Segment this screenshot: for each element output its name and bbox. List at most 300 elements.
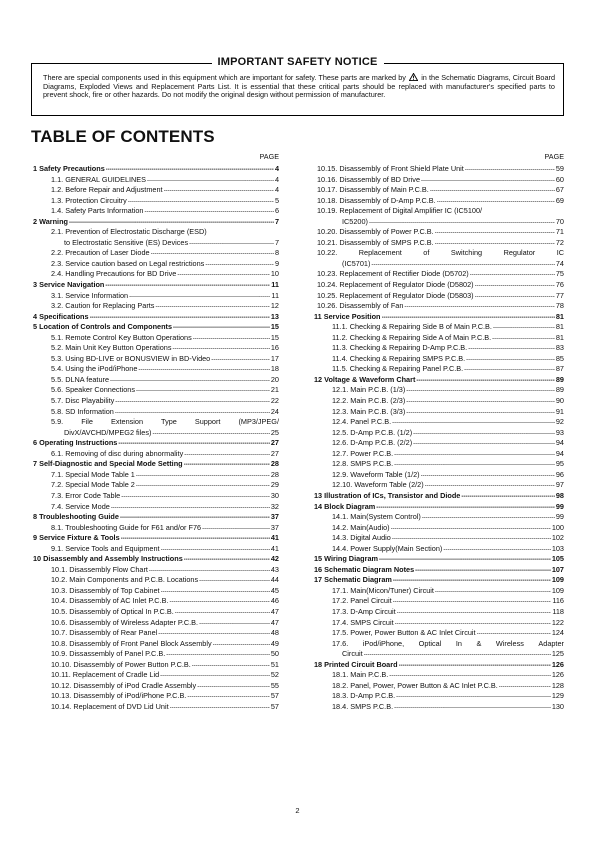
toc-entry-leader: [187, 691, 270, 702]
toc-entry[interactable]: [33, 248, 279, 259]
toc-entry-page: 81: [555, 332, 564, 342]
toc-entry-title: 17.6. iPod/iPhone, Optical In & Wireless Adapter: [332, 638, 564, 648]
toc-entry-leader: [147, 175, 274, 186]
toc-entry-leader: [128, 196, 274, 207]
toc-entry[interactable]: [314, 364, 564, 375]
toc-right-list: [314, 164, 564, 712]
toc-entry-title: 10.20. Disassembly of Power P.C.B.: [317, 227, 434, 237]
toc-entry-leader: [151, 248, 274, 259]
toc-entry-title: 11.4. Checking & Repairing SMPS P.C.B.: [332, 353, 466, 363]
toc-entry-title: 10.15. Disassembly of Front Shield Plate Unit: [317, 164, 464, 173]
page-column-label: PAGE: [544, 152, 564, 161]
toc-entry[interactable]: [33, 702, 279, 713]
toc-entry-title: 10.5. Disassembly of Optical In P.C.B.: [51, 606, 174, 616]
toc-entry-page: 105: [551, 554, 564, 564]
toc-entry[interactable]: [314, 196, 564, 207]
toc-entry-page: 83: [555, 343, 564, 353]
toc-entry-page: 37: [270, 512, 279, 522]
toc-entry-page: 47: [270, 606, 279, 616]
toc-entry-page: 32: [270, 501, 279, 511]
toc-entry-page: 46: [270, 596, 279, 606]
toc-entry-title: 5.6. Speaker Connections: [51, 385, 135, 395]
warning-triangle-icon: [409, 73, 418, 81]
toc-entry-title: 14.2. Main(Audio): [332, 522, 390, 532]
toc-entry-title: 5.8. SD Information: [51, 406, 114, 416]
toc-entry[interactable]: [314, 333, 564, 344]
toc-entry[interactable]: [314, 248, 564, 259]
toc-entry-title: 17.2. Panel Circuit: [332, 596, 392, 606]
toc-entry-page: 77: [555, 290, 564, 300]
toc-entry[interactable]: [33, 554, 279, 565]
toc-entry-title: 10.7. Disassembly of Rear Panel: [51, 628, 158, 638]
toc-entry[interactable]: [314, 259, 564, 270]
toc-entry-leader: [118, 438, 270, 449]
toc-entry[interactable]: [33, 586, 279, 597]
toc-entry[interactable]: [33, 354, 279, 365]
toc-entry-leader: [493, 322, 555, 333]
toc-entry-title: Circuit: [342, 649, 363, 659]
toc-entry-page: 93: [555, 427, 564, 437]
toc-entry-title: 6 Operating Instructions: [33, 438, 118, 448]
toc-entry-page: 95: [555, 459, 564, 469]
toc-entry[interactable]: [314, 417, 564, 428]
toc-entry[interactable]: [314, 164, 564, 175]
toc-entry-leader: [115, 407, 270, 418]
toc-entry-leader: [169, 596, 269, 607]
toc-entry[interactable]: [314, 238, 564, 249]
toc-entry[interactable]: [33, 480, 279, 491]
toc-entry[interactable]: [314, 301, 564, 312]
toc-entry-title: 12.1. Main P.C.B. (1/3): [332, 385, 406, 395]
toc-entry-page: 42: [270, 554, 279, 564]
toc-left-column: [33, 152, 279, 712]
toc-entry-page: 41: [270, 533, 279, 543]
toc-entry-title: 12.2. Main P.C.B. (2/3): [332, 396, 406, 406]
toc-entry[interactable]: [314, 533, 564, 544]
toc-entry[interactable]: [314, 512, 564, 523]
toc-entry-leader: [435, 586, 551, 597]
toc-entry-title: 17.1. Main(Micon/Tuner) Circuit: [332, 585, 434, 595]
toc-entry[interactable]: [33, 670, 279, 681]
toc-entry-page: 37: [270, 522, 279, 532]
toc-entry[interactable]: [314, 544, 564, 555]
toc-entry-page: 29: [270, 480, 279, 490]
toc-entry-leader: [158, 628, 270, 639]
toc-entry-page: 17: [270, 353, 279, 363]
toc-entry-title: 5.3. Using BD-LIVE or BONUSVIEW in BD-Video: [51, 353, 211, 363]
toc-entry-leader: [435, 238, 555, 249]
toc-entry[interactable]: [33, 691, 279, 702]
toc-entry[interactable]: [314, 206, 564, 217]
toc-entry-leader: [406, 396, 555, 407]
toc-entry[interactable]: [314, 269, 564, 280]
toc-entry-leader: [404, 301, 554, 312]
toc-entry[interactable]: [33, 385, 279, 396]
toc-entry-page: 4: [274, 174, 279, 184]
toc-entry-leader: [111, 502, 270, 513]
toc-entry-title: 7.3. Error Code Table: [51, 490, 121, 500]
toc-entry-page: 96: [555, 469, 564, 479]
toc-entry-page: 92: [555, 417, 564, 427]
toc-entry[interactable]: [33, 269, 279, 280]
toc-entry[interactable]: [314, 660, 564, 671]
toc-entry[interactable]: [314, 449, 564, 460]
toc-entry-page: 109: [551, 575, 564, 585]
toc-entry[interactable]: [33, 217, 279, 228]
toc-entry-title: 1.3. Protection Circuitry: [51, 195, 127, 205]
toc-entry[interactable]: [314, 480, 564, 491]
toc-entry[interactable]: [314, 607, 564, 618]
safety-notice-text: [43, 73, 555, 100]
toc-entry[interactable]: [314, 523, 564, 534]
toc-entry-title: 17 Schematic Diagram: [314, 575, 392, 585]
toc-entry[interactable]: [33, 449, 279, 460]
toc-entry-leader: [136, 385, 270, 396]
toc-entry-title: 10.18. Disassembly of D-Amp P.C.B.: [317, 195, 436, 205]
toc-entry-title: IC5200): [342, 216, 368, 226]
toc-entry-page: 69: [555, 195, 564, 205]
toc-entry-leader: [149, 565, 270, 576]
toc-entry-page: 15: [270, 322, 279, 332]
toc-entry[interactable]: [314, 227, 564, 238]
toc-entry[interactable]: [33, 206, 279, 217]
toc-entry[interactable]: [33, 417, 279, 428]
toc-entry-title: 17.3. D-Amp Circuit: [332, 606, 396, 616]
toc-entry[interactable]: [33, 238, 279, 249]
toc-entry-page: 51: [270, 659, 279, 669]
toc-entry-title: 5.2. Main Unit Key Button Operations: [51, 343, 172, 353]
toc-entry[interactable]: [33, 196, 279, 207]
toc-entry-title: 11 Service Position: [314, 311, 381, 321]
toc-entry-title: 10.12. Disassembly of iPod Cradle Assembly: [51, 680, 197, 690]
toc-entry-page: 44: [270, 575, 279, 585]
toc-entry[interactable]: [314, 322, 564, 333]
toc-entry-leader: [211, 354, 270, 365]
toc-entry-page: 9: [274, 258, 279, 268]
toc-entry-page: 98: [555, 490, 564, 500]
toc-entry-leader: [443, 544, 550, 555]
toc-entry-leader: [415, 565, 551, 576]
toc-entry-page: 124: [551, 628, 564, 638]
toc-left-list: [33, 164, 279, 712]
toc-entry[interactable]: [314, 407, 564, 418]
toc-entry-title: 7.2. Special Mode Table 2: [51, 480, 135, 490]
toc-entry-leader: [161, 586, 270, 597]
toc-entry-page: 20: [270, 374, 279, 384]
toc-entry-title: 5.7. Disc Playability: [51, 396, 115, 406]
toc-entry[interactable]: [33, 565, 279, 576]
toc-entry[interactable]: [314, 375, 564, 386]
toc-entry-title: 14 Block Diagram: [314, 501, 376, 511]
toc-entry[interactable]: [314, 175, 564, 186]
toc-entry-title: 3 Service Navigation: [33, 280, 105, 290]
toc-entry-page: 24: [270, 406, 279, 416]
toc-entry-leader: [392, 533, 551, 544]
toc-entry-leader: [421, 470, 555, 481]
toc-entry[interactable]: [314, 628, 564, 639]
toc-entry-title: 10.2. Main Components and P.C.B. Locations: [51, 575, 199, 585]
toc-entry[interactable]: [33, 312, 279, 323]
page-number: 2: [295, 806, 300, 815]
toc-entry-page: 7: [274, 216, 279, 226]
toc-entry[interactable]: [33, 428, 279, 439]
toc-entry[interactable]: [314, 185, 564, 196]
toc-entry-title: 13 Illustration of ICs, Transistor and Diode: [314, 490, 461, 500]
toc-entry[interactable]: [33, 575, 279, 586]
toc-entry-leader: [393, 575, 551, 586]
toc-entry-leader: [425, 480, 555, 491]
toc-entry-title: 7 Self-Diagnostic and Special Mode Setting: [33, 459, 183, 469]
toc-entry-title: 11.5. Checking & Repairing Panel P.C.B.: [332, 364, 464, 374]
toc-entry[interactable]: [33, 639, 279, 650]
toc-heading: TABLE OF CONTENTS: [31, 127, 215, 146]
toc-entry-leader: [110, 375, 270, 386]
toc-entry-page: 67: [555, 185, 564, 195]
toc-entry-page: 12: [270, 301, 279, 311]
toc-entry-title: 12.9. Waveform Table (1/2): [332, 469, 420, 479]
toc-entry-leader: [164, 185, 274, 196]
toc-entry[interactable]: [33, 185, 279, 196]
toc-entry[interactable]: [33, 322, 279, 333]
toc-entry-leader: [379, 554, 551, 565]
toc-entry-leader: [464, 364, 555, 375]
toc-entry[interactable]: [314, 385, 564, 396]
toc-entry[interactable]: [33, 607, 279, 618]
toc-entry[interactable]: [33, 280, 279, 291]
toc-entry-page: 129: [551, 691, 564, 701]
toc-entry-title: 10.14. Replacement of DVD Lid Unit: [51, 701, 169, 711]
toc-entry-leader: [160, 670, 270, 681]
toc-entry[interactable]: [314, 618, 564, 629]
toc-entry-leader: [364, 649, 551, 660]
toc-entry-title: 1 Safety Precautions: [33, 164, 105, 173]
toc-entry-title: 11.3. Checking & Repairing D-Amp P.C.B.: [332, 343, 468, 353]
toc-entry-page: 7: [274, 237, 279, 247]
toc-entry-title: 10.6. Disassembly of Wireless Adapter P.C.B.: [51, 617, 199, 627]
toc-entry[interactable]: [33, 343, 279, 354]
toc-entry-page: 11: [271, 290, 279, 300]
toc-entry[interactable]: [314, 691, 564, 702]
page-column-label: PAGE: [259, 152, 279, 161]
toc-entry-page: 25: [270, 427, 279, 437]
toc-entry-page: 27: [270, 448, 279, 458]
toc-entry-page: 118: [552, 606, 564, 616]
toc-entry[interactable]: [314, 565, 564, 576]
toc-entry-title: 10.26. Disassembly of Fan: [317, 301, 404, 311]
toc-entry-page: 4: [274, 185, 279, 195]
toc-entry[interactable]: [314, 649, 564, 660]
toc-entry[interactable]: [33, 291, 279, 302]
toc-entry[interactable]: [314, 586, 564, 597]
toc-entry-leader: [430, 185, 555, 196]
toc-entry[interactable]: [33, 596, 279, 607]
toc-entry-page: 5: [274, 195, 279, 205]
toc-entry[interactable]: [314, 670, 564, 681]
toc-entry[interactable]: [314, 491, 564, 502]
toc-entry-title: 10.10. Disassembly of Power Button P.C.B.: [51, 659, 191, 669]
toc-entry[interactable]: [33, 533, 279, 544]
toc-entry-page: 49: [270, 638, 279, 648]
toc-entry-page: 130: [551, 701, 564, 711]
toc-entry-title: 16 Schematic Diagram Notes: [314, 564, 415, 574]
toc-entry[interactable]: [314, 343, 564, 354]
toc-entry[interactable]: [33, 259, 279, 270]
toc-entry-page: 125: [551, 649, 564, 659]
toc-entry[interactable]: [314, 312, 564, 323]
toc-entry-title: 4 Specifications: [33, 311, 89, 321]
toc-entry-leader: [399, 660, 551, 671]
toc-entry[interactable]: [314, 554, 564, 565]
toc-entry-leader: [161, 544, 270, 555]
toc-entry[interactable]: [314, 396, 564, 407]
toc-entry-page: 109: [551, 585, 564, 595]
toc-entry-title: 12.3. Main P.C.B. (3/3): [332, 406, 406, 416]
toc-entry-title: 11.2. Checking & Repairing Side A of Main P.C.B.: [332, 332, 492, 342]
toc-entry[interactable]: [33, 396, 279, 407]
toc-entry-leader: [193, 333, 270, 344]
toc-entry-leader: [170, 702, 270, 713]
toc-entry-title: 10.22. Replacement of Switching Regulator IC: [317, 248, 564, 258]
toc-entry[interactable]: [314, 639, 564, 650]
toc-entry-title: 3.2. Caution for Replacing Parts: [51, 301, 155, 311]
toc-entry-page: 50: [270, 649, 279, 659]
toc-entry[interactable]: [33, 364, 279, 375]
toc-entry-leader: [395, 618, 551, 629]
toc-entry-title: 5.1. Remote Control Key Button Operations: [51, 332, 192, 342]
toc-entry-leader: [461, 491, 555, 502]
toc-entry[interactable]: [314, 459, 564, 470]
toc-entry-leader: [421, 175, 555, 186]
toc-entry[interactable]: [314, 470, 564, 481]
toc-entry-title: 10.11. Replacement of Cradle Lid: [51, 670, 160, 680]
toc-entry[interactable]: [33, 301, 279, 312]
toc-entry-page: 43: [270, 564, 279, 574]
toc-entry-title: 10.17. Disassembly of Main P.C.B.: [317, 185, 429, 195]
toc-entry-title: 12.10. Waveform Table (2/2): [332, 480, 424, 490]
toc-entry[interactable]: [33, 512, 279, 523]
toc-entry[interactable]: [33, 375, 279, 386]
toc-entry[interactable]: [314, 291, 564, 302]
toc-entry-title: 10.9. Dissassembly of Panel P.C.B.: [51, 649, 166, 659]
toc-entry-title: 9.1. Service Tools and Equipment: [51, 543, 160, 553]
safety-notice-title: IMPORTANT SAFETY NOTICE: [211, 56, 383, 68]
toc-entry-title: 10.13. Disassembly of iPod/iPhone P.C.B.: [51, 691, 187, 701]
toc-entry[interactable]: [314, 502, 564, 513]
toc-entry[interactable]: [314, 702, 564, 713]
toc-entry[interactable]: [314, 428, 564, 439]
toc-entry[interactable]: [33, 491, 279, 502]
toc-entry[interactable]: [33, 438, 279, 449]
toc-entry[interactable]: [33, 333, 279, 344]
toc-entry-page: 126: [551, 670, 564, 680]
toc-entry-leader: [166, 649, 270, 660]
toc-entry-leader: [468, 343, 555, 354]
toc-entry-title: 6.1. Removing of disc during abnormality: [51, 448, 184, 458]
toc-entry[interactable]: [33, 544, 279, 555]
toc-entry[interactable]: [33, 164, 279, 175]
toc-entry-leader: [413, 428, 555, 439]
toc-entry[interactable]: [33, 523, 279, 534]
toc-entry-page: 47: [270, 617, 279, 627]
toc-entry-leader: [120, 512, 270, 523]
toc-entry-page: 94: [555, 438, 564, 448]
toc-entry-page: 107: [551, 564, 564, 574]
toc-entry[interactable]: [33, 502, 279, 513]
toc-entry-title: 1.2. Before Repair and Adjustment: [51, 185, 163, 195]
toc-entry-leader: [389, 670, 551, 681]
toc-entry-title: 5.5. DLNA feature: [51, 374, 110, 384]
toc-entry-title: 18.2. Panel, Power, Power Button & AC Inlet P.C.B.: [332, 680, 498, 690]
toc-entry-title: 18 Printed Circuit Board: [314, 659, 398, 669]
toc-entry-leader: [466, 354, 555, 365]
toc-entry[interactable]: [314, 681, 564, 692]
toc-entry-leader: [499, 681, 551, 692]
safety-notice-text-part1: There are special components used in this equipment which are important for safety. These parts are marked by: [43, 73, 406, 82]
toc-entry-title: 12.4. Panel P.C.B.: [332, 417, 392, 427]
toc-entry[interactable]: [314, 280, 564, 291]
toc-entry-title: 9 Service Fixture & Tools: [33, 533, 120, 543]
toc-entry-page: 85: [555, 353, 564, 363]
toc-entry-leader: [184, 449, 270, 460]
toc-entry-title: 10 Disassembly and Assembly Instructions: [33, 554, 183, 564]
toc-entry-leader: [213, 639, 270, 650]
toc-entry[interactable]: [314, 575, 564, 586]
toc-entry-leader: [152, 428, 269, 439]
toc-entry-title: 10.1. Disassembly Flow Chart: [51, 564, 148, 574]
toc-entry-title: 10.4. Disassembly of AC Inlet P.C.B.: [51, 596, 169, 606]
toc-entry-title: 5.4. Using the iPod/iPhone: [51, 364, 138, 374]
toc-entry-page: 74: [555, 258, 564, 268]
toc-entry[interactable]: [33, 175, 279, 186]
toc-entry-page: 59: [555, 164, 564, 173]
toc-entry[interactable]: [33, 227, 279, 238]
toc-entry-page: 21: [270, 385, 279, 395]
toc-entry-leader: [435, 227, 555, 238]
toc-entry-page: 55: [270, 680, 279, 690]
toc-entry[interactable]: [33, 407, 279, 418]
toc-entry-page: 75: [555, 269, 564, 279]
toc-entry[interactable]: [33, 470, 279, 481]
toc-entry[interactable]: [33, 660, 279, 671]
toc-entry-page: 89: [555, 374, 564, 384]
toc-entry[interactable]: [314, 438, 564, 449]
toc-entry-page: 71: [555, 227, 564, 237]
toc-entry[interactable]: [33, 649, 279, 660]
toc-entry[interactable]: [33, 628, 279, 639]
toc-entry[interactable]: [33, 618, 279, 629]
toc-entry-leader: [189, 238, 274, 249]
toc-entry-page: 76: [555, 280, 564, 290]
toc-entry[interactable]: [33, 681, 279, 692]
toc-entry-page: 13: [270, 311, 279, 321]
toc-entry-page: 22: [270, 396, 279, 406]
toc-entry[interactable]: [33, 459, 279, 470]
toc-entry[interactable]: [314, 596, 564, 607]
toc-entry-title: 2.2. Precaution of Laser Diode: [51, 248, 150, 258]
toc-entry-title: 14.1. Main(System Control): [332, 512, 421, 522]
toc-entry-page: 99: [555, 512, 564, 522]
toc-entry-page: 81: [555, 322, 564, 332]
toc-entry-leader: [199, 618, 270, 629]
toc-entry-title: 12 Voltage & Waveform Chart: [314, 374, 416, 384]
toc-entry-page: 18: [270, 364, 279, 374]
toc-entry-title: 7.1. Special Mode Table 1: [51, 469, 135, 479]
toc-entry[interactable]: [314, 354, 564, 365]
toc-entry-title: 2.4. Handling Precautions for BD Drive: [51, 269, 177, 279]
toc-entry-title: to Electrostatic Sensitive (ES) Devices: [64, 237, 189, 247]
toc-entry-leader: [121, 533, 270, 544]
toc-entry[interactable]: [314, 217, 564, 228]
